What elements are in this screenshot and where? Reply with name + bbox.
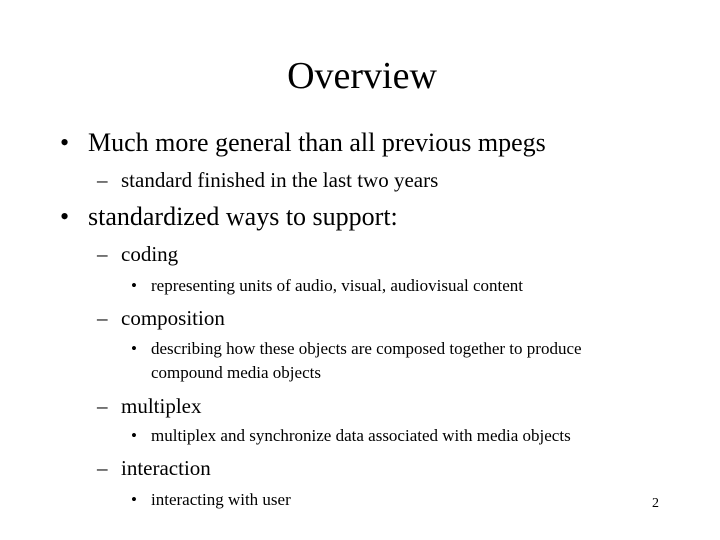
bullet-marker: •	[131, 426, 137, 445]
slide-title: Overview	[287, 55, 437, 97]
dash-marker: –	[97, 242, 108, 266]
sub-bullet-text: multiplex	[121, 394, 202, 418]
sub-bullet-text: coding	[121, 242, 179, 266]
sub-sub-bullet-text: representing units of audio, visual, audiovisual content	[151, 276, 524, 295]
sub-sub-bullet-text: describing how these objects are composed together to produce	[151, 339, 582, 358]
sub-sub-bullet-text: interacting with user	[151, 490, 291, 509]
dash-marker: –	[97, 456, 108, 480]
dash-marker: –	[97, 394, 108, 418]
slide-number: 2	[652, 496, 659, 511]
sub-bullet-text: interaction	[121, 456, 211, 480]
dash-marker: –	[97, 168, 108, 192]
sub-sub-bullet-text: multiplex and synchronize data associated with media objects	[151, 426, 571, 445]
bullet-marker: •	[131, 276, 137, 295]
sub-bullet-text: standard finished in the last two years	[121, 168, 439, 192]
dash-marker: –	[97, 306, 108, 330]
sub-sub-bullet-text: compound media objects	[151, 363, 321, 382]
bullet-marker: •	[60, 128, 70, 157]
bullet-text: standardized ways to support:	[88, 202, 398, 231]
bullet-marker: •	[60, 202, 70, 231]
bullet-marker: •	[131, 490, 137, 509]
bullet-text: Much more general than all previous mpegs	[88, 128, 546, 157]
bullet-marker: •	[131, 339, 137, 358]
sub-bullet-text: composition	[121, 306, 225, 330]
